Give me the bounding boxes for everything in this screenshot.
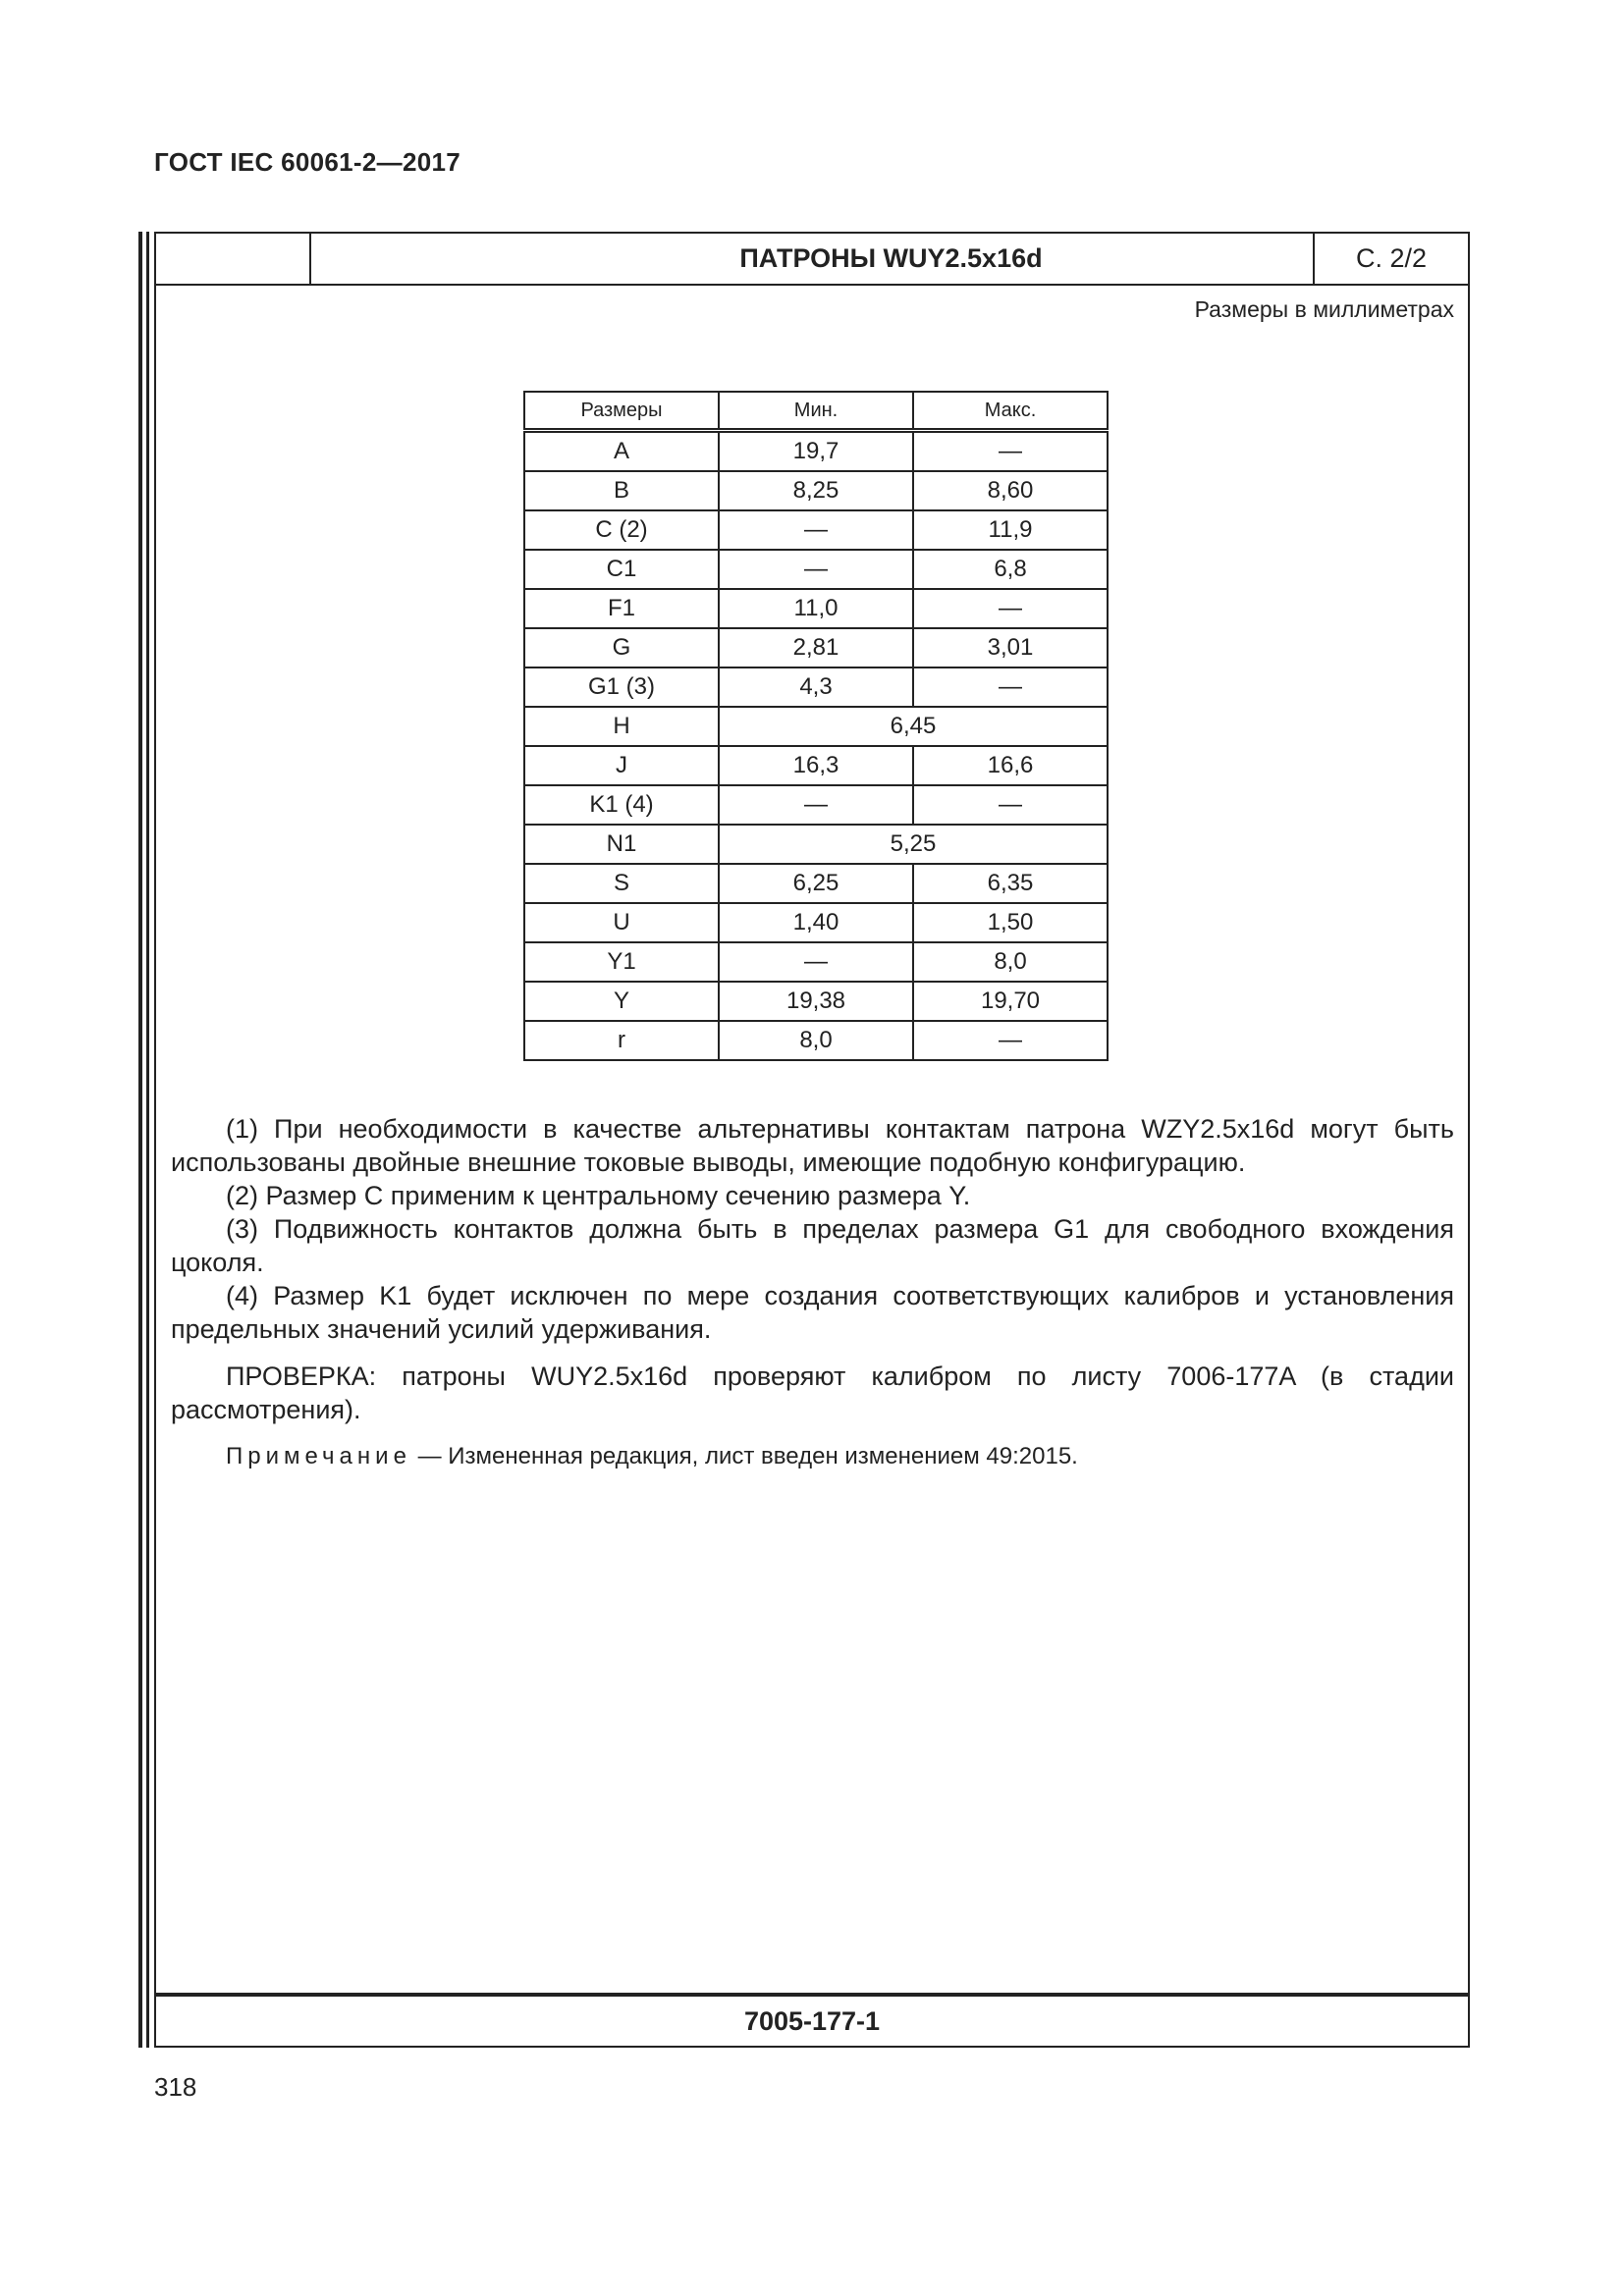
max-cell: 8,60 bbox=[913, 471, 1108, 510]
note-2: (2) Размер C применим к центральному сечению размера Y. bbox=[226, 1181, 971, 1210]
max-cell: 3,01 bbox=[913, 628, 1108, 667]
table-header-row bbox=[524, 392, 1108, 431]
dimension-cell: S bbox=[524, 864, 719, 903]
max-cell: — bbox=[913, 589, 1108, 628]
table-row bbox=[524, 982, 1108, 1021]
dimension-cell: U bbox=[524, 903, 719, 942]
min-cell: 8,25 bbox=[719, 471, 913, 510]
sheet-frame bbox=[154, 232, 1470, 2048]
notes-section bbox=[171, 1112, 1454, 1473]
min-cell: 8,0 bbox=[719, 1021, 913, 1060]
note-3: (3) Подвижность контактов должна быть в пределах размера G1 для свободного вхождения цоколя. bbox=[171, 1214, 1454, 1277]
dimension-cell: K1 (4) bbox=[524, 785, 719, 825]
min-cell: 16,3 bbox=[719, 746, 913, 785]
table-row bbox=[524, 471, 1108, 510]
column-header-dimension: Размеры bbox=[524, 392, 719, 431]
table-row bbox=[524, 431, 1108, 472]
dimension-cell: H bbox=[524, 707, 719, 746]
table-row bbox=[524, 667, 1108, 707]
max-cell: 8,0 bbox=[913, 942, 1108, 982]
units-note: Размеры в миллиметрах bbox=[1194, 296, 1454, 322]
sheet-number: С. 2/2 bbox=[1313, 234, 1468, 284]
max-cell: — bbox=[913, 431, 1108, 472]
min-cell: — bbox=[719, 510, 913, 550]
dimension-cell: B bbox=[524, 471, 719, 510]
table-row bbox=[524, 1021, 1108, 1060]
dimension-cell: r bbox=[524, 1021, 719, 1060]
min-cell: 19,38 bbox=[719, 982, 913, 1021]
frame-margin-line bbox=[138, 232, 142, 2048]
column-header-min: Мин. bbox=[719, 392, 913, 431]
title-block-empty-cell bbox=[156, 234, 311, 284]
min-cell: 6,25 bbox=[719, 864, 913, 903]
max-cell: 11,9 bbox=[913, 510, 1108, 550]
max-cell: — bbox=[913, 667, 1108, 707]
max-cell: — bbox=[913, 1021, 1108, 1060]
note-4: (4) Размер K1 будет исключен по мере создания соответствующих калибров и установления предельных значений усилий удерживания. bbox=[171, 1281, 1454, 1344]
table-row bbox=[524, 510, 1108, 550]
dimension-cell: Y bbox=[524, 982, 719, 1021]
min-cell: 11,0 bbox=[719, 589, 913, 628]
table-row bbox=[524, 864, 1108, 903]
min-cell: 2,81 bbox=[719, 628, 913, 667]
merged-value-cell: 6,45 bbox=[719, 707, 1108, 746]
dimension-cell: N1 bbox=[524, 825, 719, 864]
merged-value-cell: 5,25 bbox=[719, 825, 1108, 864]
min-cell: 4,3 bbox=[719, 667, 913, 707]
dimensions-table bbox=[523, 391, 1109, 1061]
dimension-cell: C1 bbox=[524, 550, 719, 589]
table-row bbox=[524, 746, 1108, 785]
max-cell: 6,35 bbox=[913, 864, 1108, 903]
sheet-title: ПАТРОНЫ WUY2.5x16d bbox=[739, 243, 1043, 273]
table-row bbox=[524, 903, 1108, 942]
table-row bbox=[524, 628, 1108, 667]
note-1: (1) При необходимости в качестве альтернативы контактам патрона WZY2.5x16d могут быть использованы двойные внешние токовые выводы, имеющие подобную конфигурацию. bbox=[171, 1114, 1454, 1177]
max-cell: 1,50 bbox=[913, 903, 1108, 942]
min-cell: — bbox=[719, 550, 913, 589]
dimension-cell: A bbox=[524, 431, 719, 472]
dimension-cell: Y1 bbox=[524, 942, 719, 982]
sheet-code: 7005-177-1 bbox=[156, 1995, 1468, 2046]
dimension-cell: J bbox=[524, 746, 719, 785]
remark-text: — Измененная редакция, лист введен изменением 49:2015. bbox=[410, 1443, 1078, 1469]
column-header-max: Макс. bbox=[913, 392, 1108, 431]
min-cell: 1,40 bbox=[719, 903, 913, 942]
min-cell: — bbox=[719, 785, 913, 825]
table-row bbox=[524, 707, 1108, 746]
document-header: ГОСТ IEC 60061-2—2017 bbox=[154, 147, 460, 177]
max-cell: 19,70 bbox=[913, 982, 1108, 1021]
dimension-cell: C (2) bbox=[524, 510, 719, 550]
dimension-cell: G1 (3) bbox=[524, 667, 719, 707]
remark-label: Примечание bbox=[226, 1443, 411, 1469]
table-row bbox=[524, 942, 1108, 982]
table-row bbox=[524, 785, 1108, 825]
min-cell: 19,7 bbox=[719, 431, 913, 472]
table-row bbox=[524, 825, 1108, 864]
table-row bbox=[524, 550, 1108, 589]
title-block bbox=[156, 234, 1468, 286]
max-cell: 16,6 bbox=[913, 746, 1108, 785]
remark bbox=[171, 1440, 1454, 1473]
check-note: ПРОВЕРКА: патроны WUY2.5x16d проверяют калибром по листу 7006-177A (в стадии рассмотрения). bbox=[171, 1362, 1454, 1424]
max-cell: 6,8 bbox=[913, 550, 1108, 589]
max-cell: — bbox=[913, 785, 1108, 825]
frame-margin-line bbox=[146, 232, 149, 2048]
dimension-cell: G bbox=[524, 628, 719, 667]
page-number: 318 bbox=[154, 2072, 197, 2102]
min-cell: — bbox=[719, 942, 913, 982]
table-row bbox=[524, 589, 1108, 628]
dimension-cell: F1 bbox=[524, 589, 719, 628]
